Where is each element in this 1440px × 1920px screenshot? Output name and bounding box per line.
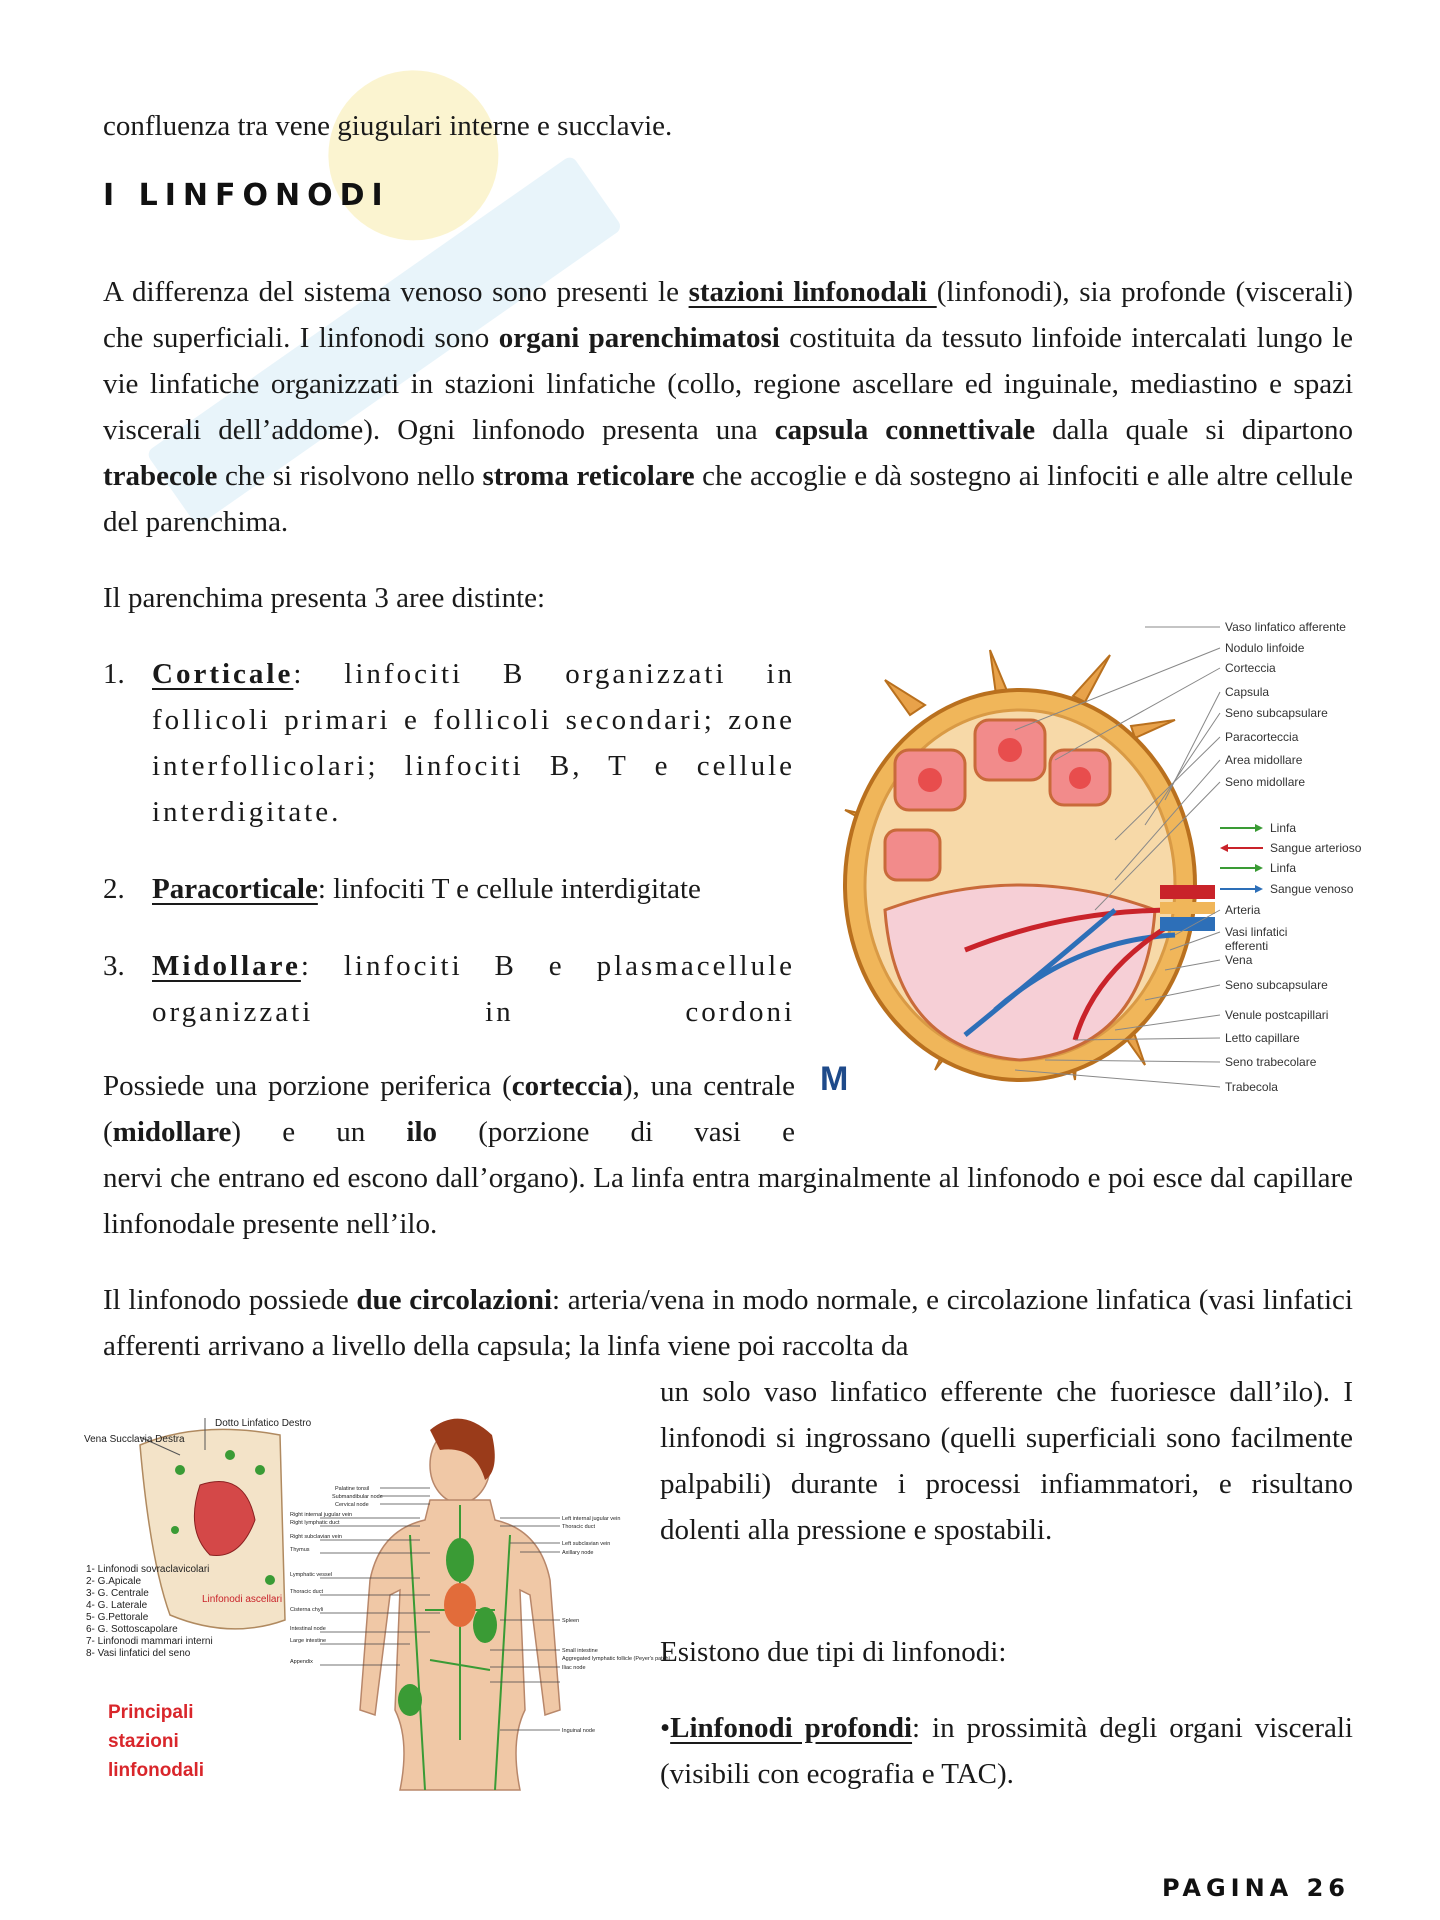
node-label: Linfa [1270,861,1297,875]
list-item: 2. Paracorticale: linfociti T e cellule interdigitate [103,873,701,905]
figure-label: Linfonodi ascellari [202,1594,283,1605]
figure-label: Thymus [290,1547,310,1553]
paragraph-portions-cont: nervi che entrano ed escono dall’organo). La linfa entra marginalmente al linfonodo e poi esce dal capillare linfonodale presente nell’ilo. [103,1162,1353,1240]
term-stazioni-linfonodali: stazioni linfonodali [688,276,937,308]
figure-label: Thoracic duct [562,1524,596,1530]
lymphatic-stations-figure [80,1410,671,1795]
node-label: Arteria [1225,903,1261,917]
paragraph-portions: Possiede una porzione periferica (corteccia), una centrale (midollare) e un ilo (porzione di vasi e [103,1070,796,1148]
node-label: Area midollare [1225,753,1303,767]
legend-item: 7- Linfonodi mammari interni [86,1636,213,1647]
node-label: Seno trabecolare [1225,1055,1317,1069]
figure-label: Submandibular node [332,1494,383,1500]
legend-item: 3- G. Centrale [86,1588,149,1599]
figure-label: Dotto Linfatico Destro [215,1418,312,1429]
node-label: Sangue arterioso [1270,841,1362,855]
node-label: Nodulo linfoide [1225,641,1305,655]
node-label: Seno subcapsulare [1225,978,1328,992]
logo-icon: M [820,1060,849,1098]
figure-label: Right subclavian vein [290,1534,342,1540]
figure-label: Thoracic duct [290,1589,324,1595]
figure-label: Right internal jugular vein [290,1512,353,1518]
legend-item: 1- Linfonodi sovraclavicolari [86,1564,210,1575]
figure-label: Spleen [562,1618,580,1624]
paragraph-intro: A differenza del sistema venoso sono presenti le stazioni linfonodali (linfonodi), sia profonde (viscerali) che superficiali. I linfonodi sono organi parenchimatosi costituita da tessuto linfoide intercalati lungo le vie linfatiche organizzati in stazioni linfatiche (collo, regione ascellare ed inguinale, mediastino e spazi viscerali dell’addome). Ogni linfonodo presenta una capsula connettivale dalla quale si dipartono trabecole che si risolvono nello stroma reticolare che accoglie e dà sostegno ai linfociti e alle altre cellule del parenchima. [103,276,1354,538]
figure-label: Aggregated lymphatic follicle (Peyer's patch) [562,1656,671,1662]
figure-label: Iliac node [562,1665,586,1671]
node-label: Capsula [1225,685,1270,699]
node-label: Linfa [1270,821,1297,835]
figure-label: Vena Succlavia Destra [84,1434,185,1445]
figure-caption: stazioni [108,1731,179,1752]
node-label: Seno midollare [1225,775,1306,789]
node-label: Venule postcapillari [1225,1008,1329,1022]
paragraph-deep-nodes: •Linfonodi profondi: in prossimità degli organi viscerali (visibili con ecografia e TAC). [660,1712,1353,1790]
figure-label: Large intestine [290,1638,327,1644]
paragraph-types: Esistono due tipi di linfonodi: [660,1636,1007,1668]
paragraph-circulations: Il linfonodo possiede due circolazioni: arteria/vena in modo normale, e circolazione linfatica (vasi linfatici afferenti arrivano a livello della capsula; la linfa viene poi raccolta da [103,1284,1353,1362]
figure-label: Cervical node [335,1502,369,1508]
node-label: Trabecola [1225,1080,1278,1094]
node-label: efferenti [1225,939,1269,953]
node-label: Corteccia [1225,661,1276,675]
figure-label: Small intestine [562,1648,598,1654]
paragraph-areas: Il parenchima presenta 3 aree distinte: [103,582,546,614]
figure-label: Left subclavian vein [562,1541,611,1547]
figure-label: Left internal jugular vein [562,1516,621,1522]
figure-label: Right lymphatic duct [290,1520,340,1526]
node-label: Seno subcapsulare [1225,706,1328,720]
figure-label: Inguinal node [562,1728,596,1734]
figure-label: Lymphatic vessel [290,1572,332,1578]
legend-item: 8- Vasi linfatici del seno [86,1648,191,1659]
figure-label: Cisterna chyli [290,1607,324,1613]
node-label: Letto capillare [1225,1031,1300,1045]
list-item: 1. Corticale: linfociti B organizzati in follicoli primari e follicoli secondari; zone interfollicolari; linfociti B, T e cellule interdigitate. [103,658,795,828]
lymph-node-diagram [815,610,1380,1105]
paragraph-circulations-cont: un solo vaso linfatico efferente che fuoriesce dall’ilo). I linfonodi si ingrossano (quelli superficiali sono facilmente palpabili) durante i processi infiammatori, e risultano dolenti alla pressione e spostabili. [660,1376,1353,1546]
legend-item: 6- G. Sottoscapolare [86,1624,178,1635]
node-label: Vaso linfatico afferente [1225,620,1346,634]
legend-item: 2- G.Apicale [86,1576,142,1587]
node-label: Sangue venoso [1270,882,1354,896]
intro-line: confluenza tra vene giugulari interne e succlavie. [103,110,673,142]
legend-item: 4- G. Laterale [86,1600,148,1611]
figure-label: Intestinal node [290,1626,326,1632]
node-label: Paracorteccia [1225,730,1299,744]
node-label: Vena [1225,953,1253,967]
node-label: Vasi linfatici [1225,925,1288,939]
figure-caption: Principali [108,1702,194,1723]
figure-label: Axillary node [562,1550,594,1556]
list-item: 3. Midollare: linfociti B e plasmacellule organizzati in cordoni [103,950,795,1028]
page-number: PAGINA 26 [1161,1874,1350,1902]
figure-label: Palatine tonsil [335,1486,370,1492]
section-title: I LINFONODI [103,178,390,213]
legend-item: 5- G.Pettorale [86,1612,149,1623]
figure-caption: linfonodali [108,1760,205,1781]
figure-label: Appendix [290,1659,313,1665]
